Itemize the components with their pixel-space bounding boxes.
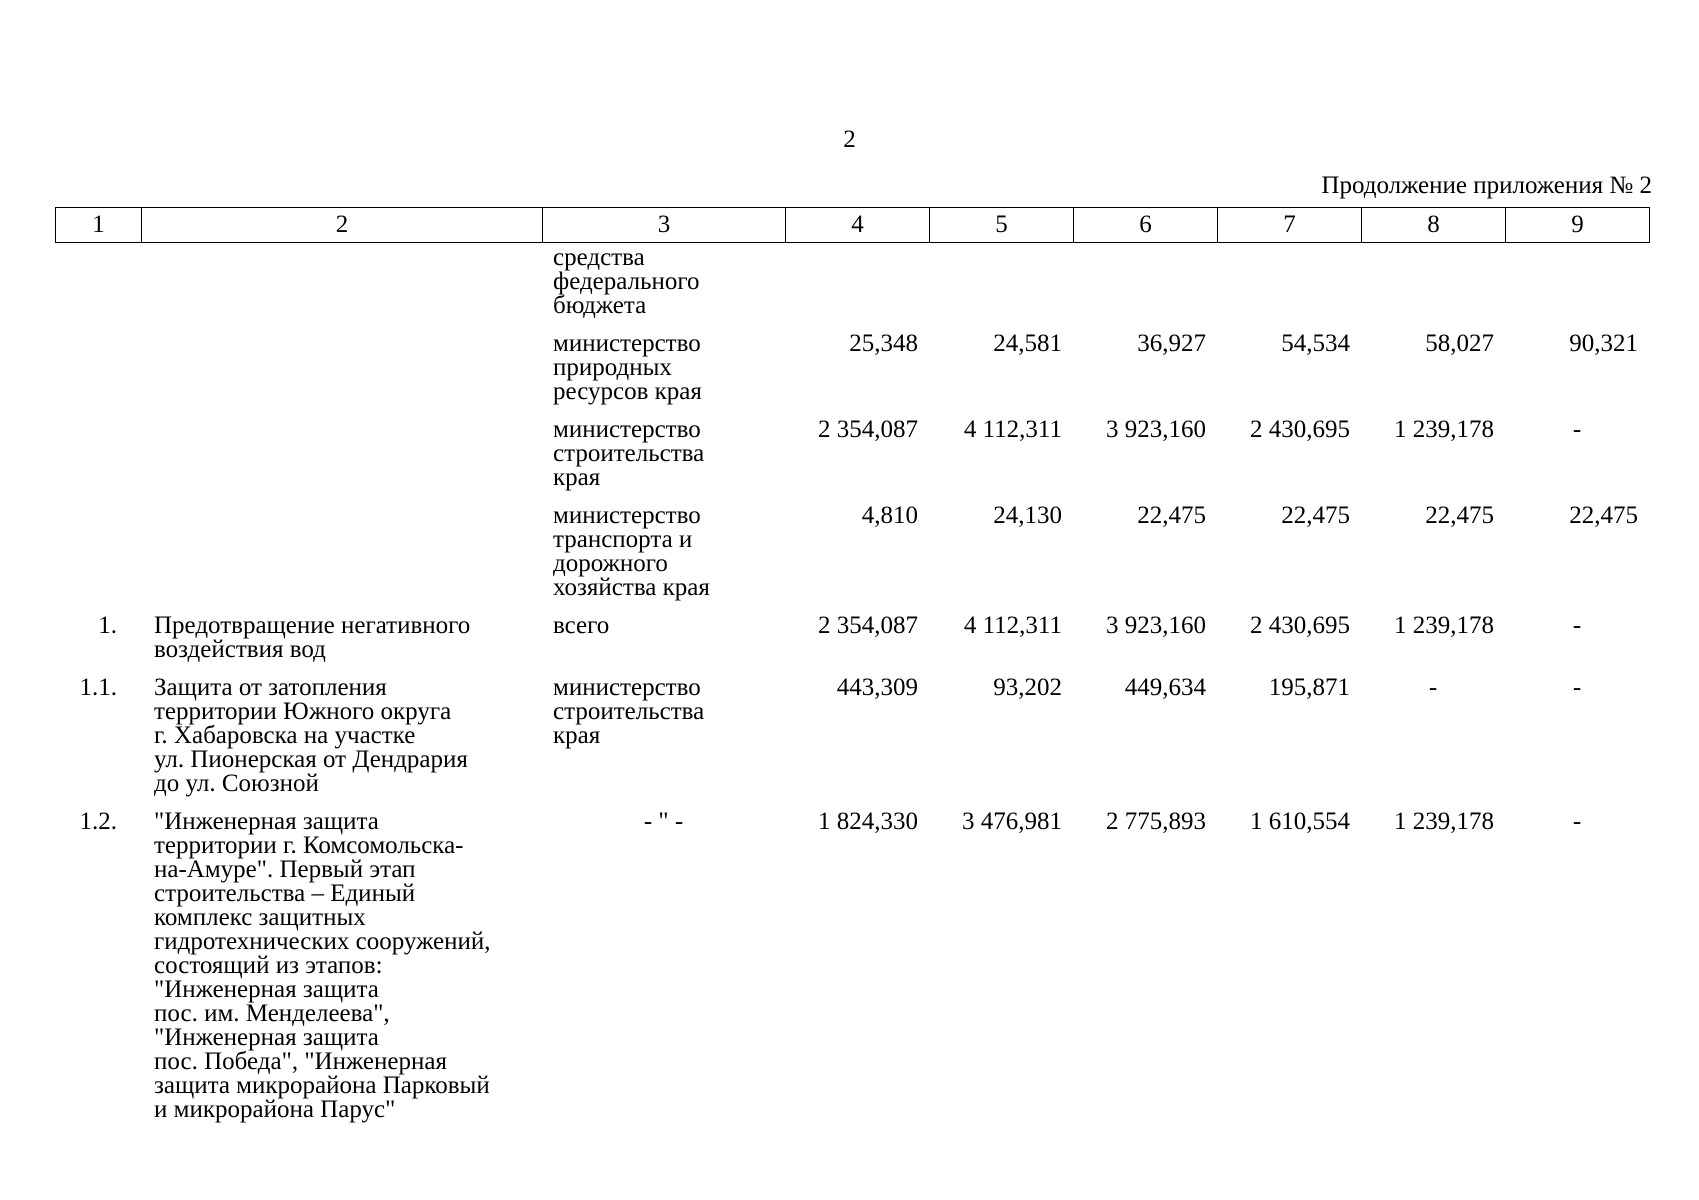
row-name — [141, 418, 542, 504]
row-number: 1. — [98, 612, 117, 639]
row-value: 2 430,695 — [1250, 416, 1350, 443]
row-source: всего — [553, 612, 610, 639]
row-value — [785, 246, 929, 332]
row-value: 3 923,160 — [1106, 416, 1206, 443]
row-source: министерство транспорта и дорожного хозяйства края — [553, 502, 710, 601]
row-number: 1.2. — [79, 808, 117, 835]
row-name — [141, 246, 542, 332]
row-value: 24,130 — [993, 502, 1062, 529]
row-name: Предотвращение негативного воздействия вод — [154, 612, 471, 663]
column-header: 5 — [930, 208, 1074, 243]
row-number — [55, 246, 141, 332]
column-header: 2 — [142, 208, 543, 243]
row-value: - — [1428, 674, 1438, 701]
row-value: 58,027 — [1425, 330, 1494, 357]
column-header: 6 — [1074, 208, 1218, 243]
row-value: 4 112,311 — [963, 416, 1062, 443]
row-value — [929, 246, 1073, 332]
column-header: 8 — [1362, 208, 1506, 243]
row-value: 36,927 — [1137, 330, 1206, 357]
row-name — [141, 332, 542, 418]
row-source: министерство строительства края — [553, 416, 705, 491]
table-row — [55, 676, 1649, 810]
table-row — [55, 810, 1649, 1122]
column-header: 9 — [1506, 208, 1650, 243]
row-value: 22,475 — [1281, 502, 1350, 529]
row-value: 24,581 — [993, 330, 1062, 357]
row-value — [1361, 246, 1505, 332]
column-header: 3 — [543, 208, 786, 243]
row-value: 22,475 — [1425, 502, 1494, 529]
column-header: 7 — [1218, 208, 1362, 243]
table-row — [55, 504, 1649, 614]
row-value: 93,202 — [993, 674, 1062, 701]
row-value: 1 239,178 — [1394, 808, 1494, 835]
row-name: "Инженерная защита территории г. Комсомольска- на-Амуре". Первый этап строительства – Единый комплекс защитных гидротехнических сооружений, состоящий из этапов: "Инженерная защита пос. им. Менделеева", "Инженерная защита пос. Победа", "Инженерная защита микрорайона Парковый и микрорайона Парус" — [154, 808, 491, 1123]
row-number: 1.1. — [79, 674, 117, 701]
row-number — [55, 504, 141, 614]
row-source: средства федерального бюджета — [553, 244, 700, 319]
table-row — [55, 614, 1649, 676]
row-value — [1073, 246, 1217, 332]
row-source: министерство строительства края — [553, 674, 705, 749]
row-value — [1505, 246, 1649, 332]
row-value: 1 239,178 — [1394, 416, 1494, 443]
row-value: 2 354,087 — [818, 612, 918, 639]
row-value: 90,321 — [1569, 330, 1638, 357]
row-value: - — [1572, 808, 1582, 835]
row-value: 22,475 — [1569, 502, 1638, 529]
row-value: 2 775,893 — [1106, 808, 1206, 835]
table-row — [55, 332, 1649, 418]
row-value: 54,534 — [1281, 330, 1350, 357]
row-value: 4,810 — [861, 502, 918, 529]
row-value — [1217, 246, 1361, 332]
table-row — [55, 246, 1649, 332]
row-name: Защита от затопления территории Южного округа г. Хабаровска на участке ул. Пионерская от Дендрария до ул. Союзной — [154, 674, 468, 797]
row-value: 2 430,695 — [1250, 612, 1350, 639]
row-value: 2 354,087 — [818, 416, 918, 443]
row-value: 1 824,330 — [818, 808, 918, 835]
row-value: 1 610,554 — [1250, 808, 1350, 835]
row-value: 3 476,981 — [962, 808, 1062, 835]
row-value: 4 112,311 — [963, 612, 1062, 639]
row-value: 25,348 — [849, 330, 918, 357]
row-value: - — [1572, 674, 1582, 701]
column-header-table — [55, 207, 1650, 243]
row-value: 443,309 — [836, 674, 918, 701]
row-value: 195,871 — [1268, 674, 1350, 701]
row-value: 3 923,160 — [1106, 612, 1206, 639]
row-number — [55, 332, 141, 418]
page-number: 2 — [843, 126, 856, 153]
continuation-label: Продолжение приложения № 2 — [1321, 172, 1652, 199]
row-value: 1 239,178 — [1394, 612, 1494, 639]
column-header-row — [56, 208, 1650, 243]
column-header: 1 — [56, 208, 142, 243]
row-value: - — [1572, 416, 1582, 443]
row-source: - " - — [643, 808, 684, 835]
row-value: - — [1572, 612, 1582, 639]
row-source: министерство природных ресурсов края — [553, 330, 702, 405]
row-value: 22,475 — [1137, 502, 1206, 529]
column-header: 4 — [786, 208, 930, 243]
row-value: 449,634 — [1124, 674, 1206, 701]
table-row — [55, 418, 1649, 504]
funding-table — [55, 246, 1649, 1122]
row-name — [141, 504, 542, 614]
row-number — [55, 418, 141, 504]
